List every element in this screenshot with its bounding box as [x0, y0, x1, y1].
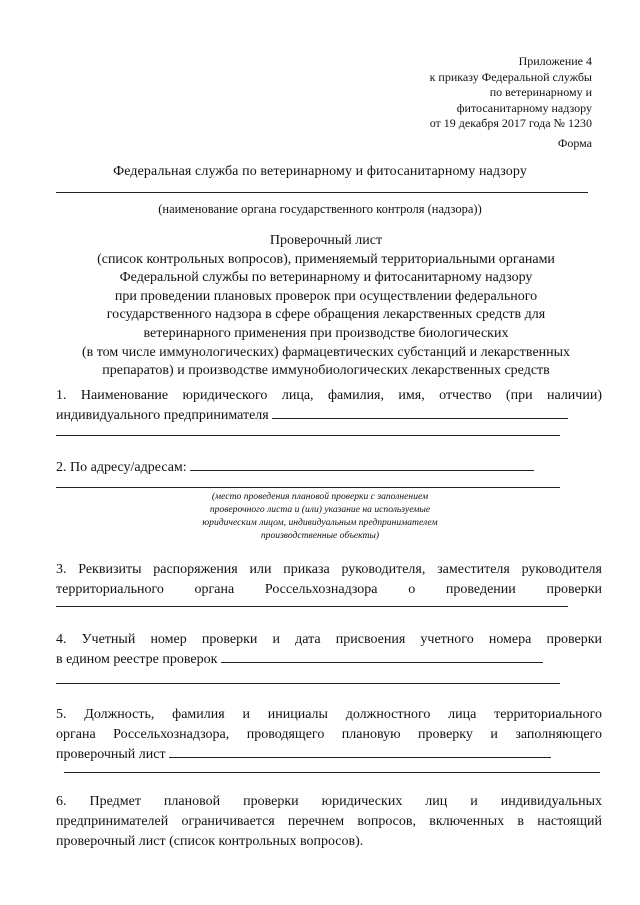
title-line: при проведении плановых проверок при осуществлении федерального	[114, 288, 538, 304]
title-line: государственного надзора в сфере обращения лекарственных средств для	[106, 307, 546, 323]
title-line: ветеринарного применения при производстве биологических	[143, 325, 509, 341]
inspector-field-continued[interactable]	[64, 772, 600, 773]
registry-number-field[interactable]	[221, 650, 543, 663]
agency-underline	[56, 192, 588, 193]
agency-name: Федеральная служба по ветеринарному и фитосанитарному надзору	[113, 164, 527, 179]
title-line: (список контрольных вопросов), применяемый территориальными органами	[97, 251, 555, 267]
section-4-line-2-row	[56, 650, 602, 670]
note-line: проверочного листа и (или) указание на используемые	[209, 504, 431, 515]
annex-line: по ветеринарному и	[489, 85, 592, 100]
title-line: Проверочный лист	[269, 233, 383, 248]
address-field-note	[0, 490, 640, 542]
annex-header	[430, 54, 592, 132]
section-5	[56, 705, 602, 765]
section-6-line-2: предпринимателей ограничивается перечнем вопросов, включенных в настоящий	[56, 814, 602, 829]
legal-entity-name-field[interactable]	[272, 406, 568, 419]
note-line: юридическим лицом, индивидуальным предпринимателем	[202, 517, 438, 528]
address-field[interactable]	[190, 458, 534, 471]
section-6-line-1: 6. Предмет плановой проверки юридических лиц и индивидуальных	[56, 794, 602, 809]
section-6	[56, 792, 602, 852]
section-5-line-3-row	[56, 745, 602, 765]
section-2-line-1-row	[56, 458, 602, 478]
section-1-line-1: 1. Наименование юридического лица, фамилия, имя, отчество (при наличии)	[56, 388, 602, 403]
section-5-line-3: проверочный лист	[56, 747, 166, 762]
section-6-line-3: проверочный лист (список контрольных вопросов).	[56, 834, 364, 849]
section-1	[56, 386, 602, 426]
section-1-line-2-row	[56, 406, 602, 426]
legal-entity-name-field-continued[interactable]	[56, 435, 560, 436]
section-4-line-2: в едином реестре проверок	[56, 652, 218, 667]
annex-line: фитосанитарному надзору	[456, 100, 592, 115]
agency-caption: (наименование органа государственного контроля (надзора))	[158, 202, 482, 216]
annex-line: Приложение 4	[518, 54, 592, 68]
section-2-line-1: 2. По адресу/адресам:	[56, 460, 187, 475]
registry-number-field-continued[interactable]	[56, 683, 560, 684]
section-5-line-2: органа Россельхознадзора, проводящего плановую проверку и заполняющего	[56, 727, 602, 742]
section-3-line-1: 3. Реквизиты распоряжения или приказа руководителя, заместителя руководителя	[56, 562, 602, 577]
section-3	[56, 560, 602, 600]
checklist-title	[40, 232, 612, 381]
annex-line: к приказу Федеральной службы	[429, 69, 592, 84]
section-2	[56, 458, 602, 478]
note-line: (место проведения плановой проверки с заполнением	[211, 491, 429, 502]
order-details-field[interactable]	[56, 606, 568, 607]
address-field-continued[interactable]	[56, 487, 560, 488]
form-label: Форма	[557, 136, 592, 150]
section-4	[56, 630, 602, 670]
section-3-line-2: территориального органа Россельхознадзора о проведении проверки	[56, 582, 602, 597]
annex-line: от 19 декабря 2017 года № 1230	[429, 116, 592, 131]
title-line: Федеральной службы по ветеринарному и фитосанитарному надзору	[119, 270, 533, 286]
note-line: производственные объекты)	[260, 530, 380, 541]
inspector-field[interactable]	[169, 745, 551, 758]
title-line: препаратов) и производстве иммунобиологических лекарственных средств	[102, 363, 550, 379]
title-line: (в том числе иммунологических) фармацевтических субстанций и лекарственных	[81, 344, 571, 360]
section-5-line-1: 5. Должность, фамилия и инициалы должностного лица территориального	[56, 707, 602, 722]
section-1-line-2: индивидуального предпринимателя	[56, 408, 269, 423]
section-4-line-1: 4. Учетный номер проверки и дата присвоения учетного номера проверки	[56, 632, 602, 647]
